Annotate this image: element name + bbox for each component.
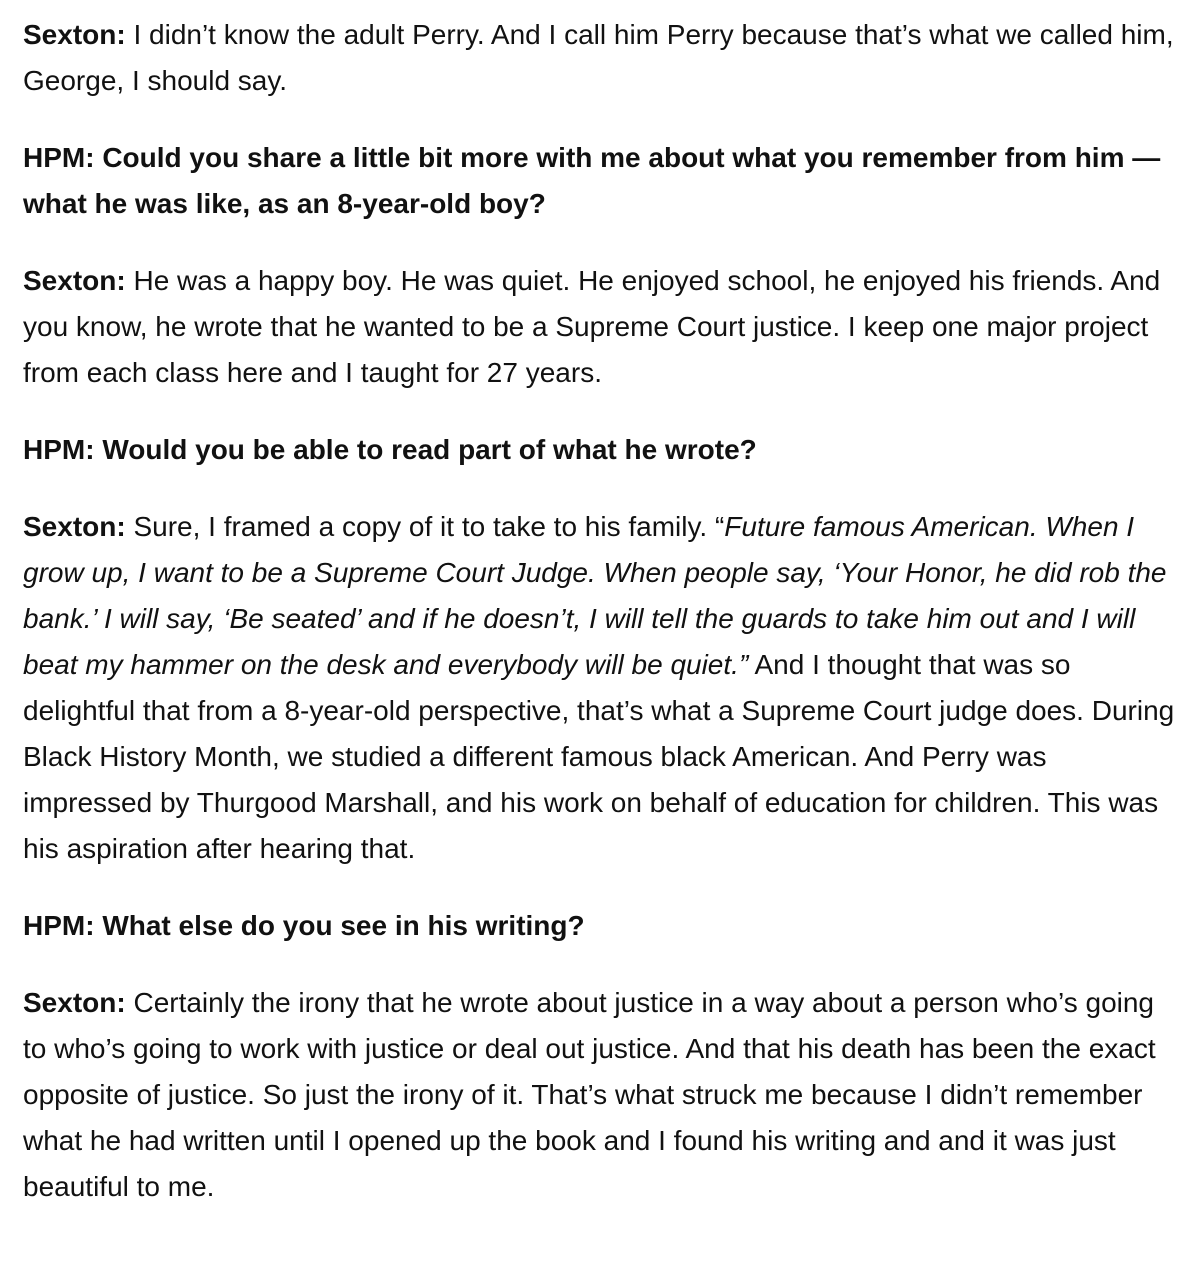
essay-quote: Future famous American. When I grow up, I want to be a Supreme Court Judge. When people say, ‘Your Honor, he did rob the bank.’ I will say, ‘Be seated’ and if he doesn’t, I will tell the guards to take him out and I will beat my hammer on the desk and everybody will be quiet.” <box>23 511 1167 680</box>
speaker-label: Sexton: <box>23 19 126 50</box>
answer-paragraph-4 <box>23 980 1178 1210</box>
speaker-label: Sexton: <box>23 987 126 1018</box>
answer-text: He was a happy boy. He was quiet. He enjoyed school, he enjoyed his friends. And you know, he wrote that he wanted to be a Supreme Court justice. I keep one major project from each class here and I taught for 27 years. <box>23 265 1161 388</box>
question-2: HPM: Would you be able to read part of what he wrote? <box>23 434 757 465</box>
answer-paragraph-1 <box>23 12 1178 104</box>
answer-text: Certainly the irony that he wrote about justice in a way about a person who’s going to who’s going to work with justice or deal out justice. And that his death has been the exact opposite of justice. So just the irony of it. That’s what struck me because I didn’t remember what he had written until I opened up the book and I found his writing and and it was just beautiful to me. <box>23 987 1156 1202</box>
answer-paragraph-3 <box>23 504 1178 872</box>
question-1: HPM: Could you share a little bit more with me about what you remember from him — what he was like, as an 8-year-old boy? <box>23 142 1161 219</box>
answer-paragraph-2 <box>23 258 1178 396</box>
answer-text-continued: And I thought that was so delightful that from a 8-year-old perspective, that’s what a Supreme Court judge does. During Black History Month, we studied a different famous black American. And Perry was impressed by Thurgood Marshall, and his work on behalf of education for children. This was his aspiration after hearing that. <box>23 649 1175 864</box>
question-3: HPM: What else do you see in his writing? <box>23 910 585 941</box>
answer-text-intro: Sure, I framed a copy of it to take to his family. “ <box>125 511 725 542</box>
answer-text: I didn’t know the adult Perry. And I call him Perry because that’s what we called him, George, I should say. <box>23 19 1174 96</box>
speaker-label: Sexton: <box>23 265 126 296</box>
speaker-label: Sexton: <box>23 511 126 542</box>
